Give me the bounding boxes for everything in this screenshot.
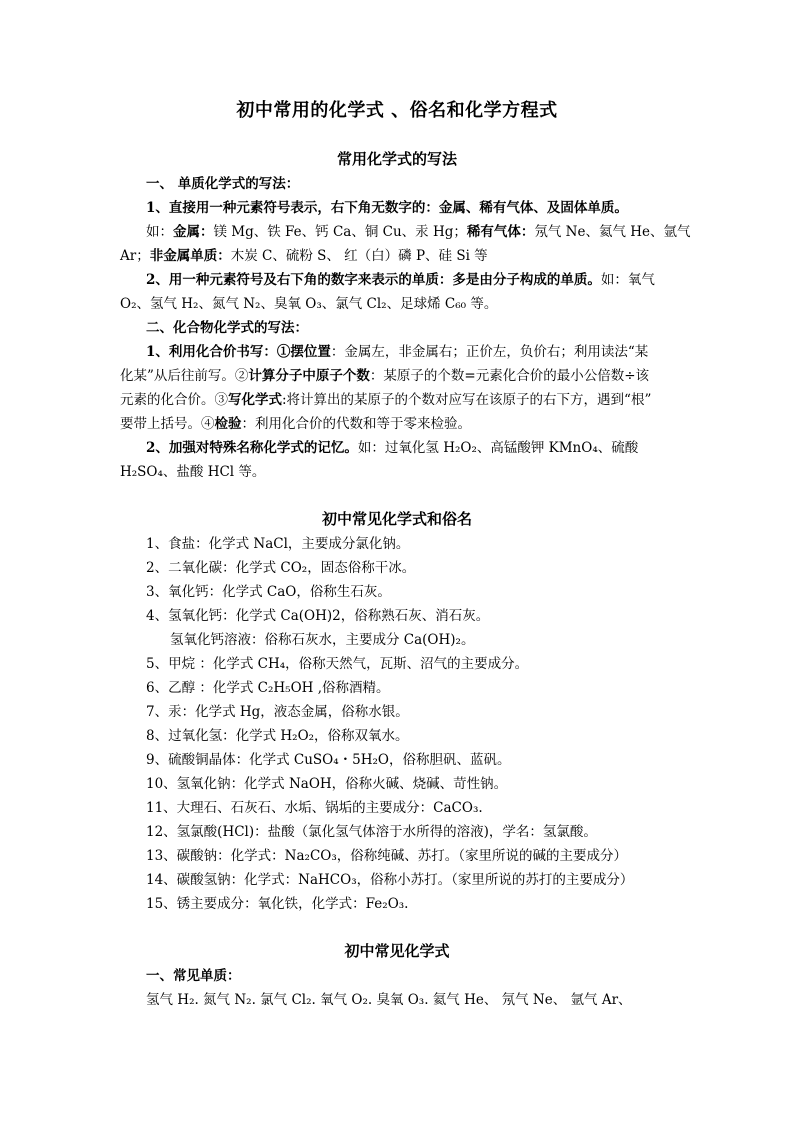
paragraph-rule-2-line-2: O₂、氢气 H₂、氮气 N₂、臭氧 O₃、氯气 Cl₂、足球烯 C₆₀ 等。	[120, 296, 498, 312]
list-item: 12、氢氯酸(HCl)：盐酸（氯化氢气体溶于水所得的溶液)，学名：氢氯酸。	[146, 824, 597, 840]
text-valence-3a: 元素的化合价。③	[120, 392, 228, 408]
paragraph-valence-line-1	[146, 340, 706, 364]
text-valence-3b: :将计算出的某原子的个数对应写在该原子的右下方，遇到“根”	[282, 392, 652, 408]
section-heading-common-formulas: 初中常见化学式	[344, 942, 450, 960]
paragraph-examples-line-1	[146, 220, 706, 244]
label-valence: 1、利用化合价书写：①摆位置	[146, 344, 331, 360]
paragraph-rule-2-line-1	[146, 268, 706, 292]
text-rule-2: 2、用一种元素符号及右下角的数字来表示的单质：多是由分子构成的单质。	[146, 272, 601, 288]
label-write-formula: 写化学式	[228, 392, 282, 408]
section-heading-formula-writing: 常用化学式的写法	[336, 150, 457, 168]
text-valence-4a: 要带上括号。④	[120, 416, 215, 432]
text-valence: ：金属左，非金属右；正价左，负价右；利用读法“某	[330, 344, 649, 360]
text-valence-4b: ：利用化合价的代数和等于零来检验。	[241, 416, 471, 432]
text-metals: 镁 Mg、铁 Fe、钙 Ca、铜 Cu、汞 Hg；	[213, 224, 467, 240]
list-item: 13、碳酸钠：化学式：Na₂CO₃，俗称纯碱、苏打。（家里所说的碱的主要成分）	[146, 848, 628, 864]
text-prefix: 如：	[146, 224, 173, 240]
paragraph-special-names-line-1	[146, 436, 706, 460]
subheading-element-formulas: 一、 单质化学式的写法：	[146, 176, 300, 192]
paragraph-valence-line-4	[120, 412, 680, 436]
label-nonmetals: 非金属单质：	[149, 248, 231, 264]
list-item: 10、氢氧化钠：化学式 NaOH，俗称火碱、烧碱、苛性钠。	[146, 776, 508, 792]
label-metals: 金属：	[173, 224, 214, 240]
paragraph-valence-line-3	[120, 388, 680, 412]
paragraph-examples-line-2	[120, 244, 680, 268]
text-noble-gases: 氖气 Ne、氦气 He、氩气	[534, 224, 691, 240]
text-special-names-rest: 如：过氧化氢 H₂O₂、高锰酸钾 KMnO₄、硫酸	[357, 440, 639, 456]
text-rule-2-rest: 如：氧气	[600, 272, 655, 288]
text-valence-2a: 化某”从后往前写。②	[120, 368, 249, 384]
list-item: 2、二氧化碳：化学式 CO₂，固态俗称干冰。	[146, 560, 416, 576]
list-item: 8、过氧化氢：化学式 H₂O₂，俗称双氧水。	[146, 728, 409, 744]
paragraph-element-list: 氢气 H₂. 氮气 N₂. 氯气 Cl₂. 氧气 O₂. 臭氧 O₃. 氦气 He、 氖气 Ne、 氩气 Ar、	[146, 992, 632, 1008]
paragraph-special-names-line-2: H₂SO₄、盐酸 HCl 等。	[120, 464, 266, 480]
list-item: 7、汞：化学式 Hg，液态金属，俗称水银。	[146, 704, 409, 720]
subheading-compound-formulas: 二、化合物化学式的写法：	[146, 320, 308, 336]
list-item: 11、大理石、石灰石、水垢、锅垢的主要成分：CaCO₃.	[146, 800, 483, 816]
list-item: 6、乙醇 ：化学式 C₂H₅OH ,俗称酒精。	[146, 680, 390, 696]
list-item: 氢氧化钙溶液：俗称石灰水，主要成分 Ca(OH)₂。	[170, 632, 475, 648]
text-special-names: 2、加强对特殊名称化学式的记忆。	[146, 440, 358, 456]
list-item: 15、锈主要成分：氧化铁，化学式：Fe₂O₃.	[146, 896, 409, 912]
list-item: 4、氢氧化钙：化学式 Ca(OH)2，俗称熟石灰、消石灰。	[146, 608, 490, 624]
list-item: 9、硫酸铜晶体：化学式 CuSO₄・5H₂O，俗称胆矾、蓝矾。	[146, 752, 511, 768]
text-argon: Ar；	[120, 248, 150, 264]
subheading-common-elements: 一、常见单质：	[146, 968, 241, 984]
label-verify: 检验	[214, 416, 242, 432]
text-valence-2b: ：某原子的个数=元素化合价的最小公倍数÷该	[369, 368, 650, 384]
paragraph-rule-1: 1、直接用一种元素符号表示，右下角无数字的：金属、稀有气体、及固体单质。	[146, 200, 628, 216]
list-item: 14、碳酸氢钠：化学式：NaHCO₃，俗称小苏打。（家里所说的苏打的主要成分）	[146, 872, 634, 888]
text-nonmetals: 木炭 C、硫粉 S、 红（白）磷 P、硅 Si 等	[230, 248, 488, 264]
document-title: 初中常用的化学式 、俗名和化学方程式	[236, 100, 558, 121]
list-item: 5、甲烷 ：化学式 CH₄，俗称天然气，瓦斯、沼气的主要成分。	[146, 656, 529, 672]
label-atom-count: 计算分子中原子个数	[248, 368, 370, 384]
section-heading-common-names: 初中常见化学式和俗名	[321, 510, 472, 528]
list-item: 1、食盐：化学式 NaCl，主要成分氯化钠。	[146, 536, 410, 552]
paragraph-valence-line-2	[120, 364, 680, 388]
list-item: 3、氧化钙：化学式 CaO，俗称生石灰。	[146, 584, 391, 600]
label-noble-gases: 稀有气体：	[466, 224, 535, 240]
